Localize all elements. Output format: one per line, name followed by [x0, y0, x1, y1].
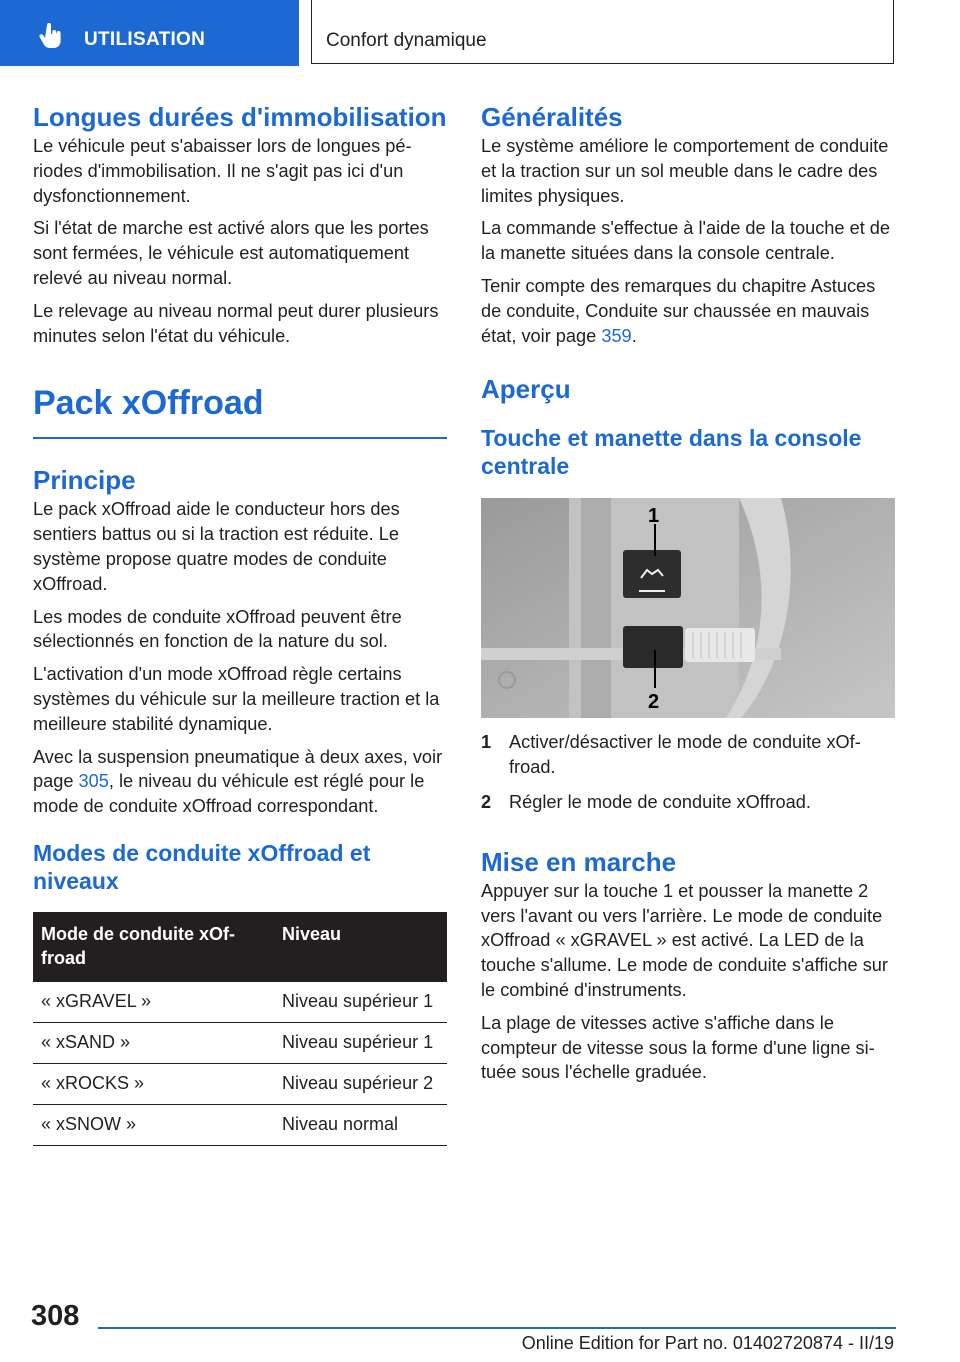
legend-number: 1: [481, 732, 492, 753]
immobilisation-heading: Longues durées d'immobilisation: [33, 102, 447, 132]
immobilisation-paragraph-2: Si l'état de marche est activé alors que les portes sont fermées, le véhicule est automatiquement relevé au niveau normal.: [33, 218, 429, 288]
immobilisation-paragraph-1: Le véhicule peut s'abaisser lors de longues périodes d'immobilisation. Il ne s'agit pas ici d'un dysfonctionnement.: [33, 136, 412, 206]
edition-footer: Online Edition for Part no. 01402720874 - II/19: [521, 1333, 894, 1353]
table-cell-mode: « xSNOW »: [33, 1104, 274, 1145]
list-item: [481, 790, 895, 815]
hand-pointer-icon: [36, 22, 64, 50]
principe-paragraph-3: L'activation d'un mode xOffroad règle certains systèmes du véhicule sur la meilleure traction et la meilleure stabilité dynamique.: [33, 664, 440, 734]
principe-text: Avec la suspension pneumatique à deux axes, voir page: [33, 746, 443, 792]
principe-paragraph-4: [33, 745, 447, 819]
chapter-title: Confort dynamique: [326, 30, 487, 51]
legend-text: Activer/désactiver le mode de conduite xOffroad.: [509, 732, 861, 778]
table-row: [33, 1022, 447, 1063]
table-header-mode: Mode de conduite xOffroad: [33, 912, 274, 982]
principe-paragraph-2: Les modes de conduite xOffroad peuvent être sélectionnés en fonction de la nature du sol.: [33, 606, 402, 652]
section-tab[interactable]: [0, 0, 299, 66]
chapter-header: [311, 0, 894, 64]
principe-paragraph-1: Le pack xOffroad aide le conducteur hors des sentiers battus ou si la traction est réduite. Le système propose quatre modes de conduite xOffroad.: [33, 499, 400, 594]
console-figure: [481, 498, 895, 718]
table-row: [33, 1104, 447, 1145]
generalites-heading: Généralités: [481, 102, 623, 132]
mise-en-marche-paragraph-2: La plage de vitesses active s'affiche dans le compteur de vitesse sous la forme d'une ligne située sous l'échelle graduée.: [481, 1012, 875, 1083]
table-header-level: Niveau: [274, 912, 447, 982]
callout-2: 2: [648, 691, 660, 714]
table-cell-mode: « xROCKS »: [33, 1063, 274, 1104]
principe-text: , le niveau du véhicule est réglé pour le mode de conduite xOffroad correspondant.: [33, 771, 425, 817]
immobilisation-paragraph-3: Le relevage au niveau normal peut durer plusieurs minutes selon l'état du véhicule.: [33, 300, 439, 346]
table-cell-level: Niveau supérieur 2: [274, 1063, 447, 1104]
page-number: 308: [31, 1300, 80, 1332]
legend-text: Régler le mode de conduite xOffroad.: [509, 791, 811, 812]
table-cell-level: Niveau normal: [274, 1104, 447, 1145]
page-link-359[interactable]: 359: [601, 325, 632, 346]
modes-table: [33, 912, 447, 1146]
table-cell-mode: « xSAND »: [33, 1022, 274, 1063]
footer-rule: [98, 1327, 896, 1329]
table-cell-mode: « xGRAVEL »: [33, 982, 274, 1023]
generalites-paragraph-2: La commande s'effectue à l'aide de la touche et de la manette situées dans la console centrale.: [481, 218, 891, 264]
table-row: [33, 982, 447, 1023]
left-column: [33, 100, 447, 1146]
generalites-paragraph-1: Le système améliore le comportement de conduite et la traction sur un sol meuble dans le cadre des limites physiques.: [481, 136, 889, 206]
mise-en-marche-paragraph-1: Appuyer sur la touche 1 et pousser la manette 2 vers l'avant ou vers l'arrière. Le mode de conduite xOffroad « xGRAVEL » est activé. La LED de la touche s'allume. Le mode de conduite s'affiche sur le combiné d'instruments.: [481, 880, 888, 1000]
apercu-heading: Aperçu: [481, 374, 571, 405]
principe-heading: Principe: [33, 465, 136, 496]
mise-en-marche-heading: Mise en marche: [481, 846, 677, 877]
modes-heading: Modes de conduite xOffroad et niveaux: [33, 839, 371, 894]
list-item: [481, 730, 895, 780]
title-rule: [33, 437, 447, 439]
table-cell-level: Niveau supérieur 1: [274, 1022, 447, 1063]
callout-1: 1: [648, 505, 660, 528]
pack-xoffroad-title: Pack xOffroad: [33, 384, 264, 423]
table-cell-level: Niveau supérieur 1: [274, 982, 447, 1023]
generalites-text: .: [631, 325, 637, 346]
generalites-text: Tenir compte des remarques du chapitre Astuces de conduite, Conduite sur chaussée en mauvais état, voir page: [481, 275, 876, 346]
page-link-305[interactable]: 305: [78, 771, 109, 792]
section-label: UTILISATION: [84, 29, 206, 50]
right-column: [481, 100, 895, 1085]
legend-number: 2: [481, 791, 492, 812]
console-illustration: [481, 498, 895, 718]
generalites-paragraph-3: [481, 274, 895, 348]
touche-heading: Touche et manette dans la console centrale: [481, 425, 862, 480]
figure-legend: [481, 730, 895, 814]
table-row: [33, 1063, 447, 1104]
